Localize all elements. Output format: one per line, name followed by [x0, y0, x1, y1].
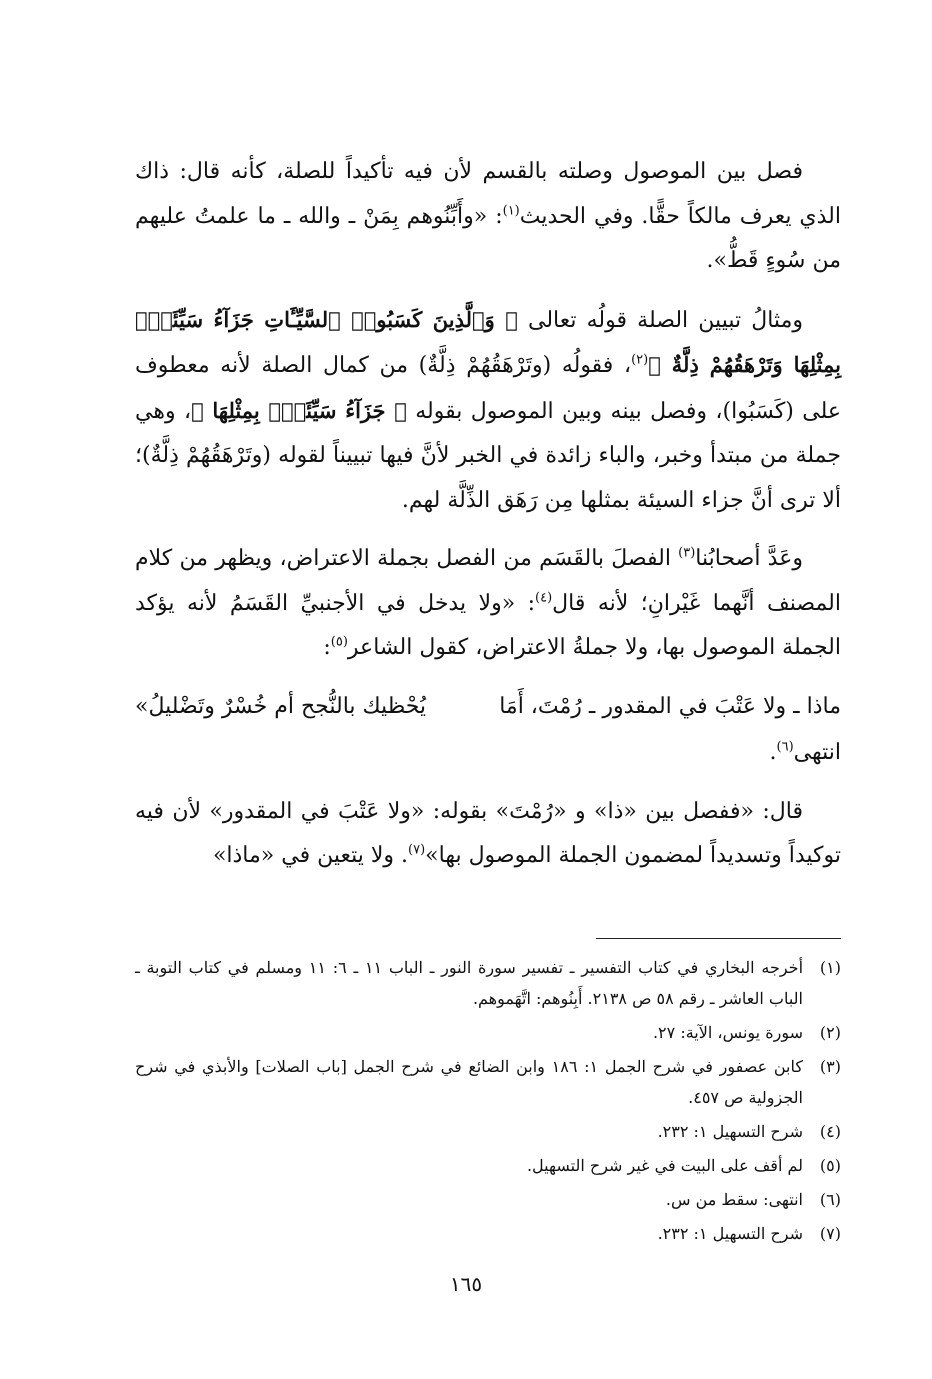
footnote-separator — [596, 938, 841, 939]
paragraph-2-text-3: ، وهي جملة من مبتدأ وخبر، والباء زائدة في الخبر لأنَّ فيها تبييناً لقوله (وتَرْهَقُهُمْ ذِلَّةٌ)؛ ألا ترى أنَّ جزاء السيئة بمثلها مِن رَهَق الذِّلَّة لهم. — [135, 398, 841, 513]
paragraph-4-text-2: . ولا يتعين في «ماذا» — [212, 843, 409, 868]
footnote-5 — [135, 1150, 841, 1181]
footnote-text: أخرجه البخاري في كتاب التفسير ـ تفسير سورة النور ـ الباب ١١ ـ ٦: ١١ ومسلم في كتاب التوبة ـ الباب العاشر ـ رقم ٥٨ ص ٢١٣٨. أَبِنُوهم: اتَّهَموهم. — [135, 958, 804, 1008]
footnote-text: انتهى: سقط من س. — [665, 1190, 803, 1209]
paragraph-2-text-1: ومثالُ تبيين الصلة قولُه تعالى — [517, 307, 803, 333]
paragraph-3-text-4: : — [323, 635, 331, 660]
footnote-number: (٦) — [819, 1190, 841, 1209]
footnotes — [135, 952, 841, 1252]
footnote-ref-2: (٢) — [631, 352, 649, 368]
paragraph-4-text-1: قال: «ففصل بين «ذا» و «رُمْتَ» بقوله: «ولا عَتْبَ في المقدور» لأن فيه توكيداً وتسديداً لمضمون الجملة الموصول بها» — [135, 798, 841, 868]
footnote-text: كابن عصفور في شرح الجمل ١: ١٨٦ وابن الضائع في شرح الجمل [باب الصلات] والأبذي في شرح الجزولية ص ٤٥٧. — [135, 1057, 803, 1107]
footnote-1 — [135, 952, 841, 1014]
paragraph-2-text-2: ، فقولُه (وتَرْهَقُهُمْ ذِلَّةٌ) من كمال الصلة لأنه معطوف على (كَسَبُوا)، وفصل بينه وبين الموصول بقوله — [135, 353, 842, 424]
verse-end-note — [135, 731, 841, 776]
footnote-text: شرح التسهيل ١: ٢٣٢. — [657, 1224, 803, 1243]
paragraph-2 — [135, 298, 841, 524]
footnote-3 — [135, 1051, 841, 1113]
footnote-ref-3: (٣) — [678, 545, 696, 561]
footnote-7 — [135, 1218, 841, 1249]
paragraph-3-text-3: : «ولا يدخل في الأجنبيِّ القَسَمُ لأنه يؤكد الجملة الموصول بها، ولا جملةُ الاعتراض، كقول الشاعر — [135, 590, 841, 660]
verse-hemistich-2: يُحْظيك بالنُّجح أم خُسْرٌ وتَضْليلُ» — [135, 693, 427, 719]
footnote-number: (٤) — [819, 1122, 841, 1141]
footnote-ref-1: (١) — [502, 203, 520, 219]
paragraph-1-text-2: : «وأَبِّنُوهم بِمَنْ ـ والله ـ ما علمتُ عليهم من سُوءٍ قَطُّ». — [135, 203, 841, 273]
footnote-number: (٧) — [819, 1224, 841, 1243]
verse-hemistich-1: ماذا ـ ولا عَتْبَ في المقدور ـ رُمْتَ، أَمَا — [499, 693, 841, 719]
footnote-ref-4: (٤) — [535, 590, 553, 606]
page-number: ١٦٥ — [449, 1272, 483, 1296]
paragraph-1 — [135, 150, 841, 284]
footnote-2 — [135, 1017, 841, 1048]
paragraph-3-text-1: وعَدَّ أصحابُنا — [695, 546, 803, 571]
quran-quote-2: ﴿ جَزَآءُ سَيِّئَةٍۭ بِمِثْلِهَا ﴾ — [191, 397, 407, 423]
paragraph-3-text-2: الفصلَ بالقَسَم من الفصل بجملة الاعتراض، ويظهر من كلام المصنف أنَّهما غَيْرانِ؛ لأنه قال — [135, 546, 841, 616]
footnote-number: (١) — [819, 958, 841, 977]
verse-end-text-2: . — [769, 740, 777, 765]
footnote-number: (٢) — [819, 1023, 841, 1042]
footnote-4 — [135, 1116, 841, 1147]
footnote-text: لم أقف على البيت في غير شرح التسهيل. — [526, 1156, 803, 1175]
quran-quote-1: ﴿ وَٱلَّذِينَ كَسَبُوا۟ ٱلسَّيِّـَٔاتِ جَزَآءُ سَيِّئَةٍۭ بِمِثْلِهَا وَتَرْهَقُهُمْ ذِلَّةٌ ﴾ — [135, 306, 841, 377]
footnote-number: (٣) — [819, 1057, 841, 1076]
paragraph-4 — [135, 790, 841, 879]
footnote-text: شرح التسهيل ١: ٢٣٢. — [657, 1122, 803, 1141]
footnote-number: (٥) — [819, 1156, 841, 1175]
paragraph-3 — [135, 537, 841, 671]
verse-end-text-1: انتهى — [793, 740, 841, 765]
footnote-ref-6: (٦) — [776, 739, 794, 755]
footnote-6 — [135, 1184, 841, 1215]
main-text — [135, 150, 841, 893]
paragraph-1-text-1: فصل بين الموصول وصلته بالقسم لأن فيه تأكيداً للصلة، كأنه قال: ذاك الذي يعرف مالكاً حقًّا. وفي الحديث — [135, 159, 841, 229]
poetry-verse — [135, 685, 841, 730]
footnote-ref-5: (٥) — [330, 634, 348, 650]
footnote-ref-7: (٧) — [408, 842, 426, 858]
footnote-text: سورة يونس، الآية: ٢٧. — [652, 1023, 803, 1042]
